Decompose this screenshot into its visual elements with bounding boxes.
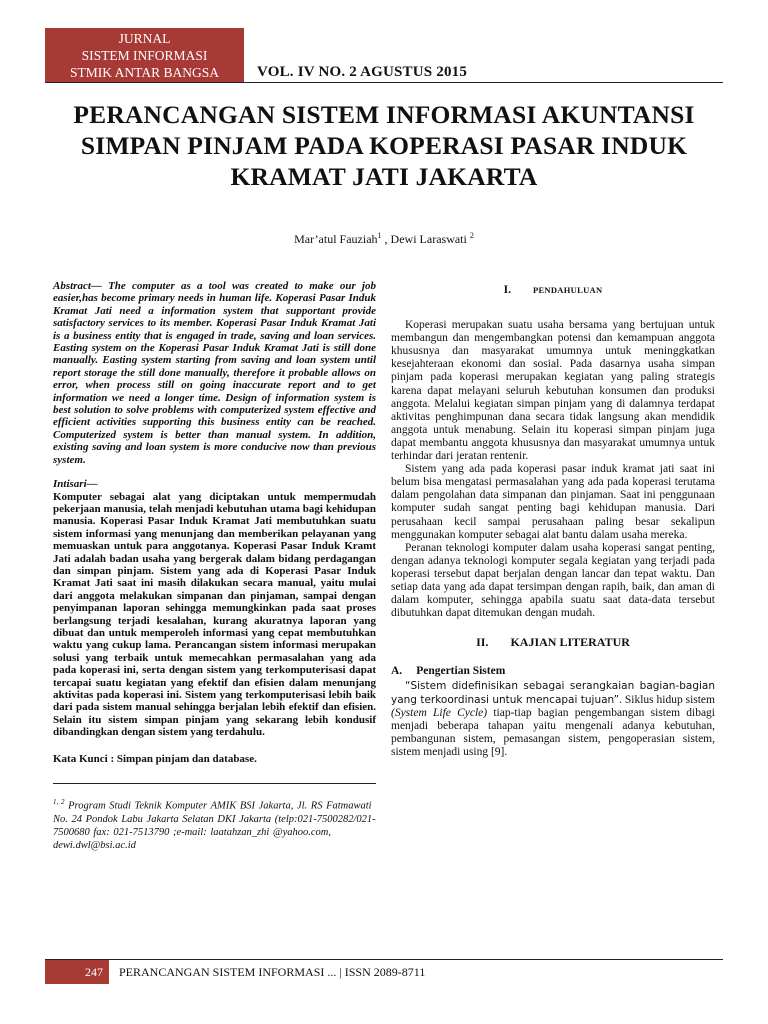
paper-title: [45, 99, 723, 192]
keywords: Kata Kunci : Simpan pinjam dan database.: [53, 752, 257, 765]
footer-rule: [45, 959, 723, 960]
journal-line: STMIK ANTAR BANGSA: [70, 65, 219, 80]
paragraph: Sistem yang ada pada koperasi pasar induk kramat jati saat ini belum bisa mengatasi permasalahan yang ada pada koperasi terutama dalam pengolahan data simpanan dan pinjaman. Saat ini penggunaan komputer sudah sangat penting bagi kehidupan manusia. Dari perusahaan kecil sampai perusahaan paling besar sekalipun menggunakan komputer sebagai alat bantu dalam usaha mereka.: [391, 463, 715, 541]
title-line: SIMPAN PINJAM PADA KOPERASI PASAR INDUK: [80, 131, 688, 160]
left-column: [53, 280, 376, 852]
paragraph: [391, 680, 715, 759]
section-number: I.: [503, 284, 511, 296]
paragraph-text: tiap-tiap bagian pengembangan sistem dibagi menjadi beberapa tahapan yaitu mengenali adanya kebutuhan, pembangunan sistem, pemasangan sistem, pengoperasian sistem, sistem menjadi using [9].: [391, 706, 715, 758]
section-number: II.: [476, 635, 489, 650]
author-name: Dewi Laraswati: [390, 232, 467, 246]
italic-term: (System Life Cycle): [391, 706, 488, 719]
intisari-label: Intisari—: [53, 478, 98, 491]
paragraph-text: . Siklus hidup sistem: [619, 693, 715, 706]
quote: “Sistem didefinisikan sebagai serangkaian bagian-bagian yang terkoordinasi untuk mencapai tujuan”: [391, 680, 715, 706]
footnote-text: Program Studi Teknik Komputer AMIK BSI Jakarta, Jl. RS Fatmawati No. 24 Pondok Labu Jakarta Selatan DKI Jakarta (telp:021-7500282/021-7500680 fax: 021-7513790 ;e-mail: laatahzan_zhi @yahoo.com, dewi.dwl@bsi.ac.id: [53, 800, 376, 851]
section-heading-pendahuluan: [391, 284, 715, 297]
author-line: [0, 231, 768, 247]
section-title: KAJIAN LITERATUR: [510, 635, 630, 650]
journal-name-box: [45, 28, 244, 83]
author-affiliation-mark: 1: [377, 231, 382, 240]
title-line: KRAMAT JATI JAKARTA: [230, 162, 538, 191]
subsection-title: Pengertian Sistem: [416, 665, 506, 678]
paragraph: Koperasi merupakan suatu usaha bersama yang bertujuan untuk membangun dan mengembangkan potensi dan kemampuan anggota khususnya dan masyarakat umumnya untuk meninggkatkan kesejahteraan ekonomi dan sosial. Pada dasarnya usaha simpan pinjam pada koperasi merupakan kegiatan yang paling strategis karena dapat melayani seluruh kebutuhan konsumen dan produksi anggota. Melalui kegiatan simpan pinjam yang di dalamnya terdapat aktivitas penghimpunan dana secara tidak langsung akan mendidik anggota untuk menabung. Selain itu koperasi simpan pinjam juga dapat membantu anggota khususnya dan masyarakat umumnya untuk terhindar dari jeratan rentenir.: [391, 319, 715, 463]
footnote-mark: 1, 2: [53, 798, 65, 807]
subsection-number: A.: [391, 665, 403, 678]
volume-label: VOL. IV NO. 2 AGUSTUS 2015: [257, 64, 468, 80]
header-rule: [45, 82, 723, 83]
author-separator: ,: [381, 232, 391, 246]
right-column: [391, 284, 715, 759]
journal-line: JURNAL: [118, 31, 171, 46]
page-number: 247: [45, 960, 109, 984]
title-line: PERANCANGAN SISTEM INFORMASI AKUNTANSI: [73, 100, 695, 129]
intisari: Komputer sebagai alat yang diciptakan untuk mempermudah pekerjaan manusia, telah menjadi kebutuhan utama bagi kehidupan manusia. Koperasi Pasar Induk Kramat Jati membutuhkan suatu sistem informasi yang menunjang dan memberikan pelayanan yang memuaskan untuk para anggotanya. Koperasi Pasar Induk Kramt Jati adalah badan usaha yang bergerak dalam bidang perdagangan dan simpan pinjam. Sistem yang ada di Koperasi Pasar Induk Kramat Jati saat ini masih dilakukan secara manual, yaitu mulai dari anggota melakukan simpanan dan pinjaman, sampai dengan penyimpanan laporan sehingga memungkinkan pada saat proses berlangsung terjadi kesalahan, kurang akuratnya laporan yang dibuat dan untuk memperoleh informasi yang cepat membutuhkan waktu yang cukup lama. Perancangan sistem informasi merupakan solusi yang terbaik untuk memecahkan permasalahan yang ada pada koperasi ini, serta dengan sistem yang terkomputerisasi dapat tercapai suatu kegiatan yang efektif dan efisien dalam menunjang aktivitas pada koperasi ini. Sistem yang terkomputerisasi lebih baik dari pada sistem manual sehingga berjalan lebih efektif dan efisien. Selain itu sistem simpan pinjam yang sekarang lebih kondusif dibandingkan dengan sistem yang terdahulu.: [53, 490, 376, 739]
abstract: Abstract— The computer as a tool was created to make our job easier,has become primary needs in human life. Koperasi Pasar Induk Kramat Jati need a information system that supportant provide satisfactory services to its member. Koperasi Pasar Induk Kramat Jati is a business entity that is engaged in trade, saving and loan services. Easting system on the Koperasi Pasar Induk Kramat Jati is still done manually. Easting system starting from saving and loan system until report storage the still done manually, therefore it probable allows on error, when process still on going inaccurate report and to get information we need a longer time. Design of information system is best solution to solve problems with computerized system effective and efficient activities supporting this business entity can be reached. Computerized system is better than manual system. In addition, existing saving and loan system is more conducive now than previous system.: [53, 280, 376, 466]
author-affiliation-mark: 2: [469, 231, 474, 240]
section-heading-kajian: [391, 636, 715, 649]
footnote-rule: [53, 783, 376, 784]
footnote: [53, 796, 376, 852]
section-title: PENDAHULUAN: [532, 285, 603, 295]
author-name: Mar’atul Fauziah: [294, 232, 378, 246]
paragraph: Peranan teknologi komputer dalam usaha koperasi sangat penting, dengan adanya teknologi komputer segala kegiatan yang terjadi pada koperasi tersebut dapat berjalan dengan lancar dan tepat waktu. Dan setiap data yang ada dapat tersimpan dengan rapih, baik, dan aman di dalam komputer, sehingga apabila suatu saat data-data tersebut dibutuhkan dapat ditemukan dengan mudah.: [391, 541, 715, 620]
running-footer: PERANCANGAN SISTEM INFORMASI ... | ISSN 2089-8711: [119, 965, 426, 979]
subsection-heading: [391, 665, 715, 678]
journal-line: SISTEM INFORMASI: [81, 48, 208, 63]
